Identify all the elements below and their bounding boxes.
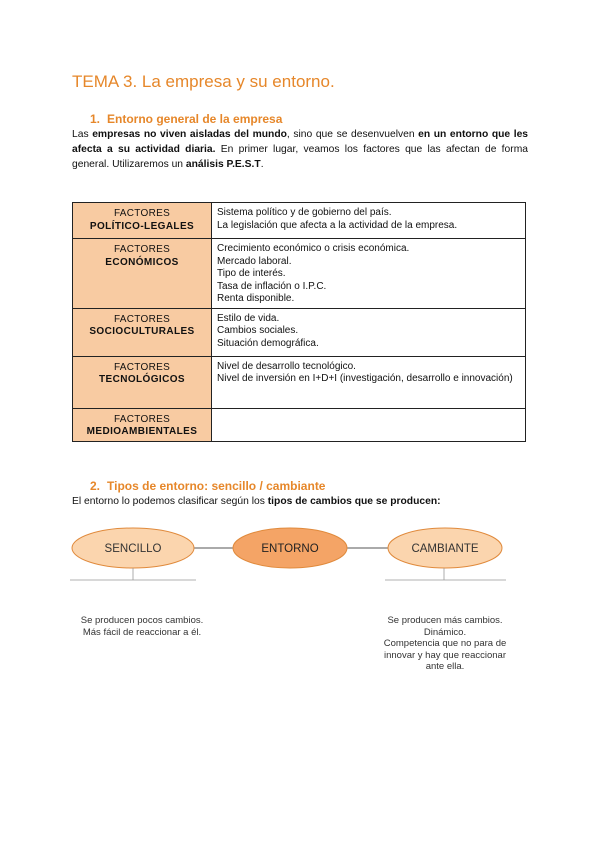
factor-item: Situación demográfica.: [217, 337, 319, 349]
note-line: ante ella.: [425, 661, 465, 672]
intro-text: .: [260, 159, 264, 170]
intro-text: El entorno lo podemos clasificar según los: [72, 496, 268, 507]
intro-text: , sino que se desenvuelven: [286, 129, 419, 140]
cambiante-label: CAMBIANTE: [411, 543, 479, 555]
note-line: Se producen más cambios.: [387, 615, 503, 626]
cambiante-note: [372, 615, 518, 673]
intro-bold-text: en un entorno que les afecta a su actividad diaria.: [72, 129, 529, 155]
intro-bold-text: tipos de cambios que se producen:: [267, 496, 441, 507]
factor-label-top: FACTORES: [113, 413, 171, 425]
factor-item: Nivel de desarrollo tecnológico.: [217, 360, 356, 372]
factor-item: Estilo de vida.: [217, 312, 280, 324]
entorno-label: ENTORNO: [261, 543, 319, 555]
factor-label-top: FACTORES: [113, 361, 171, 373]
note-line: innovar y hay que reaccionar: [384, 649, 506, 661]
factor-label-name: MEDIOAMBIENTALES: [86, 426, 198, 437]
factor-item: Nivel de inversión en I+D+I (investigación, desarrollo e innovación): [217, 373, 513, 384]
factor-description-cell: [212, 203, 526, 239]
intro-bold-text: análisis P.E.S.T: [185, 159, 261, 170]
section-1-intro: [72, 127, 528, 172]
intro-bold-text: empresas no viven aisladas del mundo: [92, 129, 287, 140]
pest-row: [73, 239, 526, 309]
factor-label-name: SOCIOCULTURALES: [89, 326, 195, 337]
factor-item: Tasa de inflación o I.P.C.: [217, 280, 327, 292]
section-2-title: Tipos de entorno: sencillo / cambiante: [107, 479, 326, 493]
factor-label-top: FACTORES: [113, 208, 171, 219]
section-1-number: 1.: [90, 112, 101, 126]
factor-label-name: ECONÓMICOS: [105, 256, 179, 268]
note-line: Dinámico.: [423, 626, 467, 638]
factor-item: Mercado laboral.: [217, 255, 292, 267]
factor-label-cell: [73, 356, 212, 408]
factor-label-cell: [73, 408, 212, 441]
factor-item: La legislación que afecta a la actividad de la empresa.: [217, 219, 458, 231]
factor-label-top: FACTORES: [113, 313, 171, 325]
factor-item: Tipo de interés.: [217, 268, 286, 279]
intro-text: En primer lugar, veamos los factores que las afectan de forma general. Utilizaremos un: [72, 144, 528, 170]
factor-label-top: FACTORES: [113, 244, 171, 255]
section-1-heading: [90, 112, 282, 126]
section-2-heading: [90, 479, 325, 493]
factor-description-cell: [212, 356, 526, 408]
pest-row: [73, 356, 526, 408]
factor-item: Sistema político y de gobierno del país.: [217, 207, 392, 218]
factor-label-cell: [73, 308, 212, 356]
factor-item: Cambios sociales.: [217, 325, 299, 336]
note-line: Se producen pocos cambios.: [80, 615, 204, 626]
pest-row: [73, 308, 526, 356]
factor-description-cell: [212, 308, 526, 356]
pest-table: [72, 202, 526, 442]
page-title: TEMA 3. La empresa y su entorno.: [72, 72, 335, 91]
section-1-title: Entorno general de la empresa: [107, 112, 283, 126]
intro-text: Las: [72, 129, 93, 140]
section-2-number: 2.: [90, 479, 101, 493]
factor-label-name: POLÍTICO-LEGALES: [89, 220, 195, 232]
pest-row: [73, 203, 526, 239]
factor-label-cell: [73, 239, 212, 309]
factor-item: Crecimiento económico o crisis económica.: [217, 243, 410, 254]
section-2-intro: [72, 494, 528, 509]
factor-description-cell: [212, 408, 526, 441]
sencillo-label: SENCILLO: [104, 543, 162, 555]
factor-label-cell: [73, 203, 212, 239]
note-line: Más fácil de reaccionar a él.: [82, 626, 202, 638]
factor-item: Renta disponible.: [217, 293, 295, 304]
environment-diagram: [0, 520, 600, 620]
factor-label-name: TECNOLÓGICOS: [99, 374, 185, 385]
note-line: Competencia que no para de: [383, 638, 507, 649]
sencillo-note: [72, 615, 212, 638]
factor-description-cell: [212, 239, 526, 309]
pest-row: [73, 408, 526, 441]
